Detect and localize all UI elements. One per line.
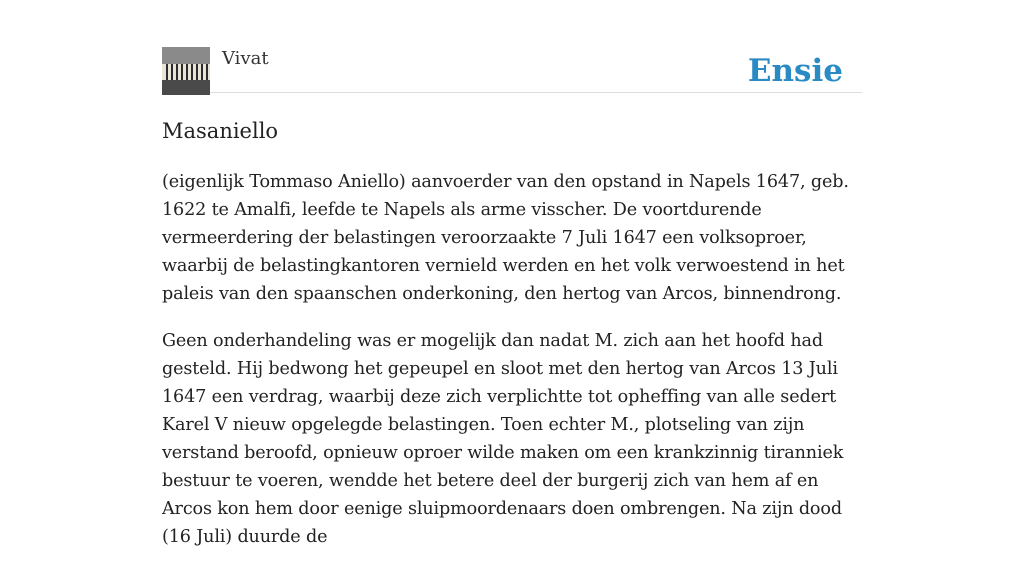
article-body (162, 168, 862, 570)
site-header (162, 46, 862, 93)
article-title: Masaniello (162, 119, 279, 143)
author-avatar[interactable] (162, 47, 210, 95)
ensie-logo[interactable]: Ensie (747, 53, 843, 89)
article-paragraph: (eigenlijk Tommaso Aniello) aanvoerder van den opstand in Napels 1647, geb. 1622 te Amalfi, leefde te Napels als arme visscher. De voortdurende vermeerdering der belastingen veroorzaakte 7 Juli 1647 een volksoproer, waarbij de belastingkantoren vernield werden en het volk verwoestend in het paleis van den spaanschen onderkoning, den hertog van Arcos, binnendrong. (162, 172, 849, 304)
author-name[interactable]: Vivat (222, 48, 269, 69)
piano-keys-avatar-icon (162, 47, 210, 95)
article-paragraph: Geen onderhandeling was er mogelijk dan nadat M. zich aan het hoofd had gesteld. Hij bedwong het gepeupel en sloot met den hertog van Arcos 13 Juli 1647 een verdrag, waarbij deze zich verplichtte tot opheffing van alle sedert Karel V nieuw opgelegde belastingen. Toen echter M., plotseling van zijn verstand beroofd, opnieuw oproer wilde maken om een krankzinnig tiranniek bestuur te voeren, wendde het betere deel der burgerij zich van hem af en Arcos kon hem door eenige sluipmoordenaars doen ombrengen. Na zijn dood (16 Juli) duurde de (162, 331, 844, 547)
